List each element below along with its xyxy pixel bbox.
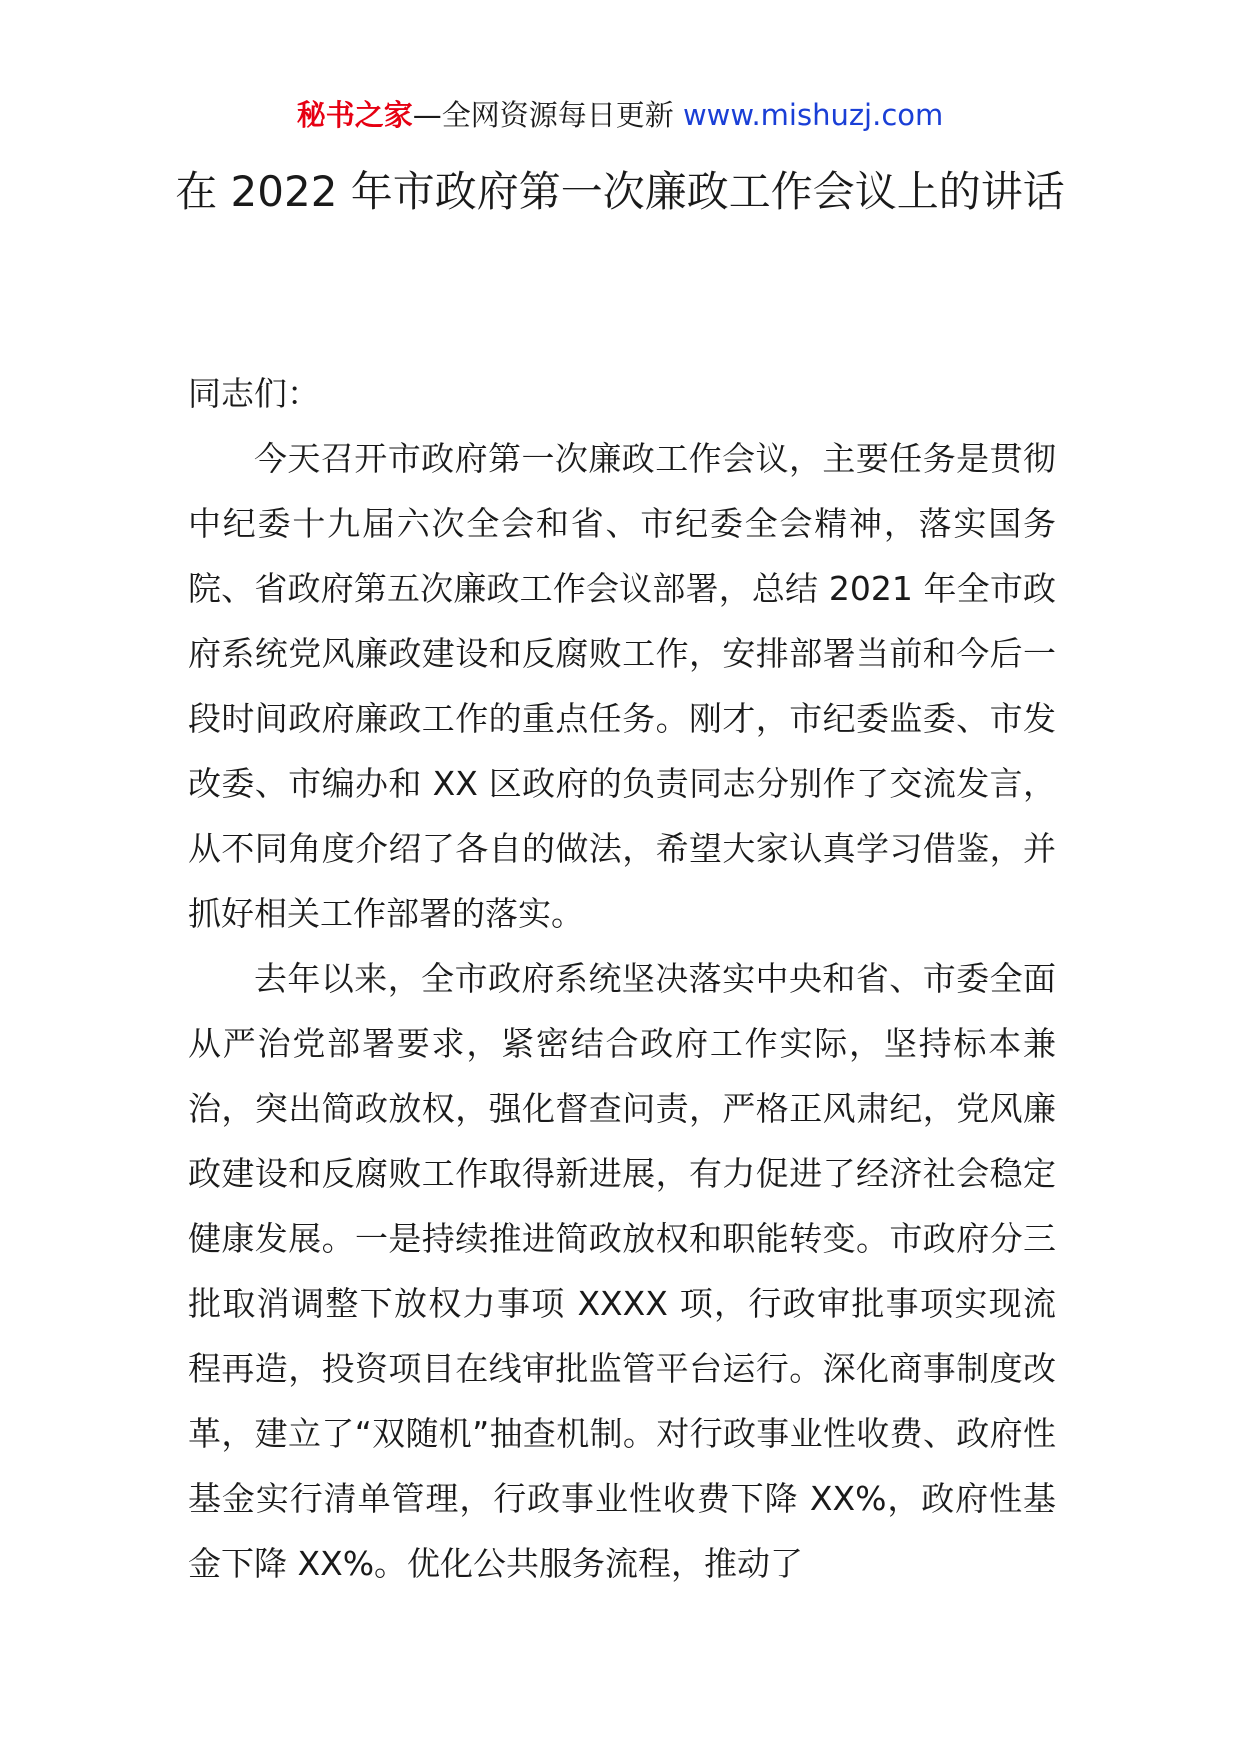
site-header [0,98,1240,133]
site-url-link[interactable]: www.mishuzj.com [682,98,944,132]
document-title: 在 2022 年市政府第一次廉政工作会议上的讲话 [175,167,1065,216]
document-body [188,361,1056,1596]
paragraph-1: 今天召开市政府第一次廉政工作会议，主要任务是贯彻中纪委十九届六次全会和省、市纪委全会精神，落实国务院、省政府第五次廉政工作会议部署，总结 2021 年全市政府系统党风廉政建设和反腐败工作，安排部署当前和今后一段时间政府廉政工作的重点任务。刚才，市纪委监委、市发改委、市编办和 XX 区政府的负责同志分别作了交流发言，从不同角度介绍了各自的做法，希望大家认真学习借鉴，并抓好相关工作部署的落实。 [188,439,1056,933]
salutation: 同志们： [188,374,320,413]
paragraph-2: 去年以来，全市政府系统坚决落实中央和省、市委全面从严治党部署要求，紧密结合政府工作实际，坚持标本兼治，突出简政放权，强化督查问责，严格正风肃纪，党风廉政建设和反腐败工作取得新进展，有力促进了经济社会稳定健康发展。一是持续推进简政放权和职能转变。市政府分三批取消调整下放权力事项 XXXX 项，行政审批事项实现流程再造，投资项目在线审批监管平台运行。深化商事制度改革，建立了“双随机”抽查机制。对行政事业性收费、政府性基金实行清单管理，行政事业性收费下降 XX%，政府性基金下降 XX%。优化公共服务流程，推动了 [188,959,1056,1583]
site-slogan: —全网资源每日更新 [412,98,683,132]
site-brand: 秘书之家 [296,98,413,132]
